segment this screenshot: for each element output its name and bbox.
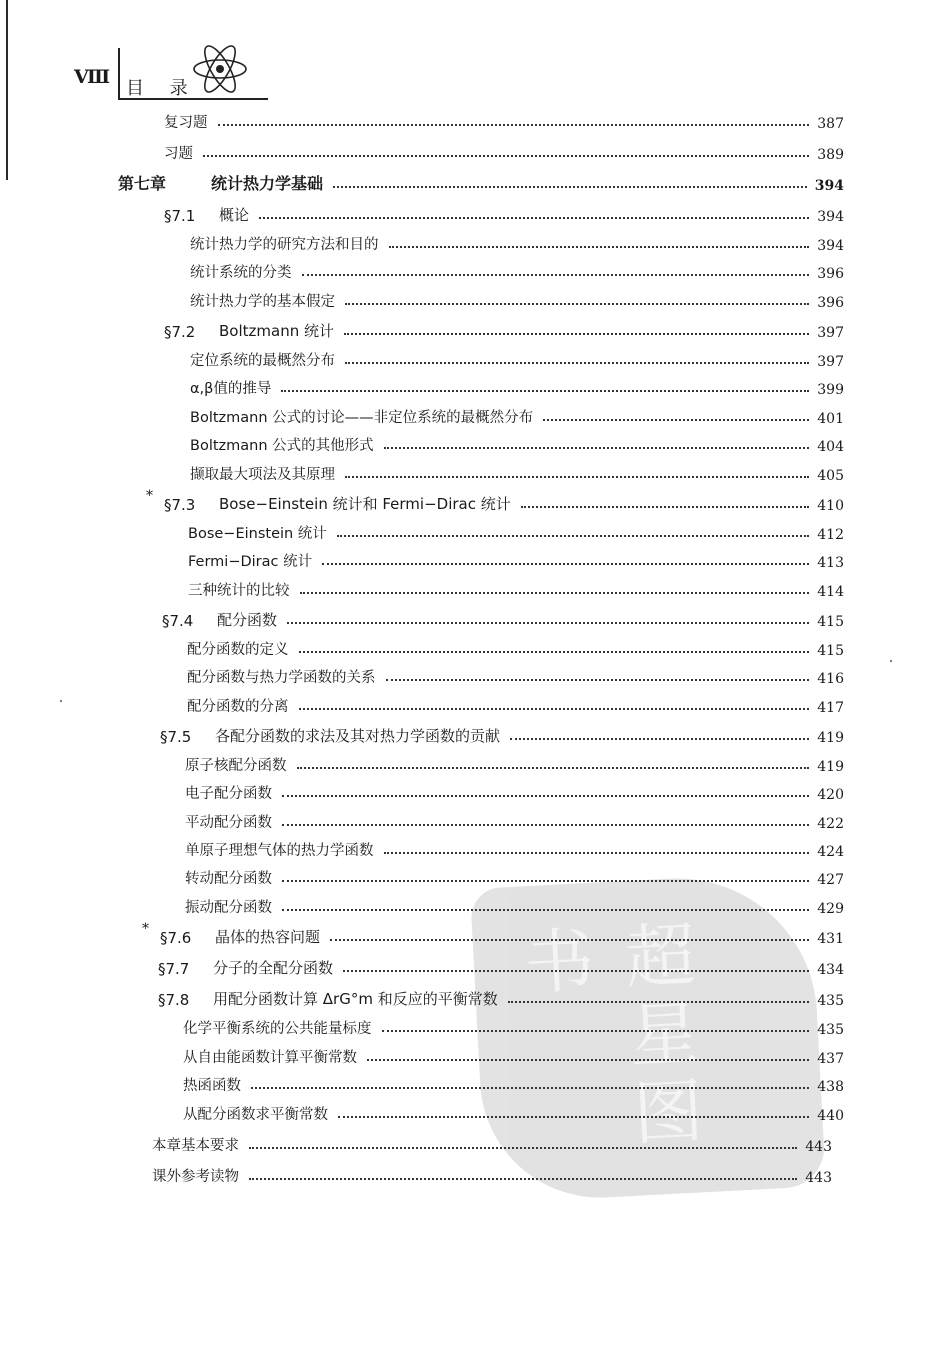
- section-number: §7.7: [158, 960, 190, 978]
- toc-entry[interactable]: [183, 1041, 844, 1067]
- toc-entry[interactable]: [187, 633, 844, 659]
- toc-entry[interactable]: [185, 806, 844, 832]
- toc-entry-page: 404: [817, 439, 844, 455]
- toc-chapter-7[interactable]: [118, 168, 844, 194]
- toc-entry[interactable]: [187, 690, 844, 716]
- dot-leader: [510, 738, 809, 740]
- toc-entry-title: 撷取最大项法及其原理: [190, 467, 335, 483]
- toc-entry-page: 389: [817, 147, 844, 163]
- toc-entry-title: 振动配分函数: [185, 900, 272, 916]
- dot-leader: [521, 506, 810, 508]
- toc-entry[interactable]: [183, 1098, 844, 1124]
- toc-entry-title: 热函函数: [183, 1078, 241, 1094]
- dot-leader: [382, 1030, 810, 1032]
- toc-entry[interactable]: [185, 777, 844, 803]
- toc-section-7-8[interactable]: [158, 983, 844, 1009]
- toc-entry-title: α,β值的推导: [190, 381, 272, 397]
- toc-entry-page: 435: [817, 993, 844, 1009]
- optional-marker: *: [142, 921, 149, 937]
- toc-entry-page: 420: [817, 787, 844, 803]
- toc-entry-title: 化学平衡系统的公共能量标度: [183, 1021, 372, 1037]
- toc-entry-title: 配分函数的定义: [187, 642, 289, 658]
- dot-leader: [218, 124, 810, 126]
- section-title: 概论: [219, 206, 250, 224]
- toc-section-7-4[interactable]: [162, 604, 844, 630]
- dot-leader: [259, 217, 809, 219]
- dot-leader: [282, 795, 809, 797]
- toc-entry-title: 单原子理想气体的热力学函数: [185, 843, 374, 859]
- toc-entry-title: 统计热力学的研究方法和目的: [190, 237, 379, 253]
- toc-entry-page: 424: [817, 844, 844, 860]
- toc-entry-page: 422: [817, 816, 844, 832]
- toc-entry[interactable]: [185, 891, 844, 917]
- scan-speck: [890, 660, 892, 662]
- toc-entry-page: 415: [817, 614, 844, 630]
- toc-entry[interactable]: [190, 401, 844, 427]
- toc-entry[interactable]: [190, 228, 844, 254]
- toc-entry-page: 416: [817, 671, 844, 687]
- dot-leader: [249, 1178, 797, 1180]
- dot-leader: [338, 1116, 809, 1118]
- toc-entry-page: 394: [817, 209, 844, 225]
- dot-leader: [282, 909, 809, 911]
- section-title: 用配分函数计算 ΔrG°m 和反应的平衡常数: [213, 990, 498, 1008]
- chapter-title: 统计热力学基础: [211, 174, 324, 193]
- dot-leader: [203, 155, 809, 157]
- dot-leader: [344, 333, 809, 335]
- toc-entry-title: 统计热力学的基本假定: [190, 294, 335, 310]
- toc-entry-title: Bose−Einstein 统计: [188, 526, 327, 542]
- toc-entry-page: 396: [817, 295, 844, 311]
- toc-entry-title: 三种统计的比较: [188, 583, 290, 599]
- section-title: 配分函数: [217, 611, 278, 629]
- toc-entry-further-reading[interactable]: [152, 1160, 832, 1186]
- toc-entry-page: 431: [817, 931, 844, 947]
- toc-entry-page: 429: [817, 901, 844, 917]
- toc-entry-page: 435: [817, 1022, 844, 1038]
- toc-entry[interactable]: [185, 834, 844, 860]
- toc-entry-page: 396: [817, 266, 844, 282]
- dot-leader: [251, 1087, 809, 1089]
- toc-entry-page: 414: [817, 584, 844, 600]
- toc-entry[interactable]: [185, 862, 844, 888]
- dot-leader: [299, 651, 810, 653]
- toc-entry-page: 410: [817, 498, 844, 514]
- dot-leader: [384, 447, 810, 449]
- toc-entry-page: 394: [814, 178, 844, 194]
- dot-leader: [333, 186, 807, 188]
- toc-entry-title: 复习题: [164, 115, 208, 131]
- dot-leader: [389, 246, 810, 248]
- toc-entry-title: 平动配分函数: [185, 815, 272, 831]
- scan-speck: [60, 700, 62, 702]
- toc-entry-page: 397: [817, 325, 844, 341]
- toc-entry-title: 从配分函数求平衡常数: [183, 1107, 328, 1123]
- dot-leader: [287, 622, 809, 624]
- section-number: §7.3: [164, 496, 196, 514]
- toc-entry-title: 课外参考读物: [152, 1169, 239, 1185]
- toc-entry-page: 401: [817, 411, 844, 427]
- toc-entry-page: 438: [817, 1079, 844, 1095]
- toc-section-7-1[interactable]: [164, 199, 844, 225]
- dot-leader: [345, 476, 809, 478]
- toc-entry-page: 440: [817, 1108, 844, 1124]
- toc-entry[interactable]: [190, 344, 844, 370]
- toc-entry[interactable]: [190, 429, 844, 455]
- toc-entry-page: 394: [817, 238, 844, 254]
- toc-entry[interactable]: [190, 458, 844, 484]
- dot-leader: [249, 1147, 797, 1149]
- section-title: Bose−Einstein 统计和 Fermi−Dirac 统计: [219, 495, 511, 513]
- dot-leader: [322, 563, 809, 565]
- toc-entry[interactable]: [185, 749, 844, 775]
- toc-entry-page: 405: [817, 468, 844, 484]
- toc-entry[interactable]: [188, 545, 844, 571]
- dot-leader: [281, 390, 809, 392]
- section-number: §7.2: [164, 323, 196, 341]
- toc-entry-page: 427: [817, 872, 844, 888]
- dot-leader: [343, 970, 809, 972]
- toc-section-7-2[interactable]: [164, 315, 844, 341]
- toc-section-7-3[interactable]: [164, 488, 844, 514]
- section-title: Boltzmann 统计: [219, 322, 334, 340]
- toc-entry-page: 443: [805, 1139, 832, 1155]
- toc-entry-page: 387: [817, 116, 844, 132]
- toc-entry-page: 397: [817, 354, 844, 370]
- dot-leader: [330, 939, 809, 941]
- section-number: §7.5: [160, 728, 192, 746]
- toc-entry-page: 412: [817, 527, 844, 543]
- toc-entry-page: 415: [817, 643, 844, 659]
- chapter-number: 第七章: [118, 174, 167, 193]
- toc-entry-review-questions[interactable]: [164, 106, 844, 132]
- toc-entry-title: 原子核配分函数: [185, 758, 287, 774]
- toc-entry-page: 437: [817, 1051, 844, 1067]
- toc-entry[interactable]: [190, 372, 844, 398]
- dot-leader: [345, 362, 809, 364]
- toc-entry-chapter-requirements[interactable]: [152, 1129, 832, 1155]
- toc-entry[interactable]: [188, 517, 844, 543]
- toc-entry-title: 配分函数与热力学函数的关系: [187, 670, 376, 686]
- toc-entry[interactable]: [190, 256, 844, 282]
- dot-leader: [297, 767, 810, 769]
- toc-entry-page: 399: [817, 382, 844, 398]
- section-number: §7.1: [164, 207, 196, 225]
- toc-entry-title: 转动配分函数: [185, 871, 272, 887]
- dot-leader: [299, 708, 810, 710]
- toc-section-7-5[interactable]: [160, 720, 844, 746]
- toc-entry-title: Fermi−Dirac 统计: [188, 554, 313, 570]
- dot-leader: [302, 274, 810, 276]
- toc-entry[interactable]: [187, 661, 844, 687]
- section-title: 分子的全配分函数: [213, 959, 334, 977]
- optional-marker: *: [146, 488, 153, 504]
- toc-entry-title: 习题: [164, 146, 193, 162]
- dot-leader: [386, 679, 810, 681]
- toc-section-7-7[interactable]: [158, 952, 844, 978]
- dot-leader: [345, 303, 809, 305]
- toc-entry-page: 417: [817, 700, 844, 716]
- toc-entry[interactable]: [183, 1012, 844, 1038]
- toc-entry-page: 413: [817, 555, 844, 571]
- toc-entry-title: 配分函数的分离: [187, 699, 289, 715]
- toc-entry-title: 电子配分函数: [185, 786, 272, 802]
- dot-leader: [508, 1001, 810, 1003]
- watermark-text: 超星图书: [511, 917, 707, 1156]
- toc-entry[interactable]: [188, 574, 844, 600]
- toc-entry[interactable]: [190, 285, 844, 311]
- dot-leader: [367, 1059, 809, 1061]
- toc-entry[interactable]: [183, 1069, 844, 1095]
- section-number: §7.8: [158, 991, 190, 1009]
- dot-leader: [337, 535, 809, 537]
- toc-entry-title: 本章基本要求: [152, 1138, 239, 1154]
- dot-leader: [384, 852, 810, 854]
- section-number: §7.6: [160, 929, 192, 947]
- dot-leader: [282, 824, 809, 826]
- toc-entry-title: 从自由能函数计算平衡常数: [183, 1050, 357, 1066]
- section-title: 晶体的热容问题: [215, 928, 321, 946]
- section-number: §7.4: [162, 612, 194, 630]
- toc-entry-exercises[interactable]: [164, 137, 844, 163]
- header-title: 目 录: [126, 78, 198, 99]
- dot-leader: [543, 419, 809, 421]
- page-number: Ⅷ: [74, 66, 110, 88]
- dot-leader: [282, 880, 809, 882]
- toc-entry-page: 434: [817, 962, 844, 978]
- toc-entry-title: 定位系统的最概然分布: [190, 353, 335, 369]
- toc-entry-title: 统计系统的分类: [190, 265, 292, 281]
- toc-entry-title: Boltzmann 公式的讨论——非定位系统的最概然分布: [190, 410, 534, 426]
- toc-section-7-6[interactable]: [160, 921, 844, 947]
- toc-entry-title: Boltzmann 公式的其他形式: [190, 438, 374, 454]
- section-title: 各配分函数的求法及其对热力学函数的贡献: [215, 727, 501, 745]
- toc-entry-page: 443: [805, 1170, 832, 1186]
- dot-leader: [300, 592, 810, 594]
- toc-entry-page: 419: [817, 759, 844, 775]
- toc-entry-page: 419: [817, 730, 844, 746]
